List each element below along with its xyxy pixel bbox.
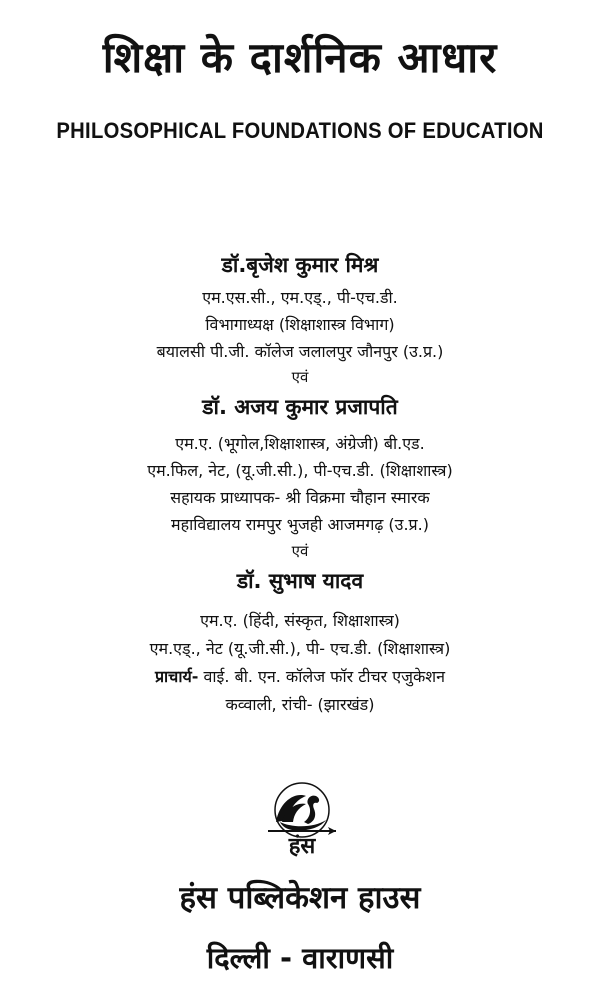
publisher-cities: दिल्ली - वाराणसी xyxy=(206,941,394,975)
author-2-name: डॉ. अजय कुमार प्रजापति xyxy=(202,395,398,419)
author-2-qualification-1: एम.ए. (भूगोल,शिक्षाशास्त्र, अंग्रेजी) बी.एड. xyxy=(175,434,425,453)
author-3-role-label: प्राचार्य- xyxy=(154,667,199,686)
publisher-name: हंस पब्लिकेशन हाउस xyxy=(179,880,421,916)
author-3-designation xyxy=(0,665,600,687)
author-1-name: डॉ.बृजेश कुमार मिश्र xyxy=(221,253,379,277)
connector-and-1: एवं xyxy=(291,368,309,386)
author-2-qualification-2: एम.फिल, नेट, (यू.जी.सी.), पी-एच.डी. (शिक्षाशास्त्र) xyxy=(147,461,453,480)
author-3-qualification-1: एम.ए. (हिंदी, संस्कृत, शिक्षाशास्त्र) xyxy=(200,611,400,630)
author-1-affiliation: बयालसी पी.जी. कॉलेज जलालपुर जौनपुर (उ.प्र.) xyxy=(156,342,444,361)
connector-and-2: एवं xyxy=(291,542,309,560)
publisher-logo xyxy=(262,782,342,862)
author-3-location: कव्वाली, रांची- (झारखंड) xyxy=(225,695,375,714)
author-1-qualification: एम.एस.सी., एम.एड्., पी-एच.डी. xyxy=(202,288,398,307)
book-title-english: PHILOSOPHICAL FOUNDATIONS OF EDUCATION xyxy=(56,118,544,143)
logo-label: हंस xyxy=(288,834,316,859)
author-2-affiliation: महाविद्यालय रामपुर भुजही आजमगढ़ (उ.प्र.) xyxy=(171,515,429,534)
author-2-designation: सहायक प्राध्यापक- श्री विक्रमा चौहान स्मारक xyxy=(170,488,430,507)
author-1-designation: विभागाध्यक्ष (शिक्षाशास्त्र विभाग) xyxy=(205,315,395,334)
author-3-name: डॉ. सुभाष यादव xyxy=(236,569,364,593)
author-3-role-text: वाई. बी. एन. कॉलेज फॉर टीचर एजुकेशन xyxy=(198,667,446,686)
author-3-qualification-2: एम.एड्., नेट (यू.जी.सी.), पी- एच.डी. (शिक्षाशास्त्र) xyxy=(149,639,451,658)
book-title-hindi: शिक्षा के दार्शनिक आधार xyxy=(102,33,498,82)
